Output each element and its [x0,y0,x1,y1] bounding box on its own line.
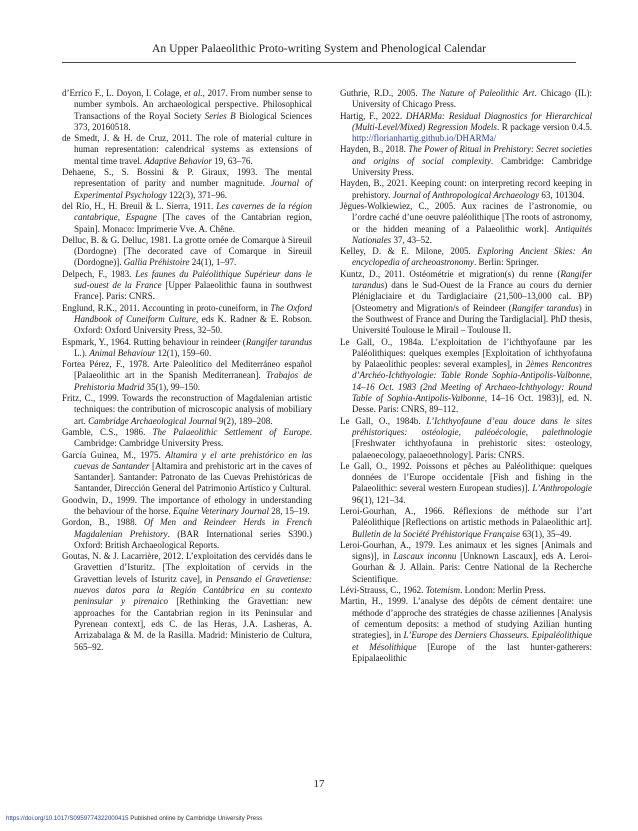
reference-entry: Le Gall, O., 1992. Poissons et pêches au Paléolithique: quelques données de l’Europe occidentale [Fish and fishing in the Palaeolithic: several western European studies)]. L’Anthropologie 96(1), 121–34. [340,460,592,505]
reference-url-link[interactable]: http://florianhartig.github.io/DHARMa/ [352,133,497,144]
reference-entry: García Guinea, M., 1975. Altamira y el arte prehistórico en las cuevas de Santander [Altamira and prehistoric art in the caves of Santander]. Santander: Patronato de las Cuevas Prehistóricas de Santander, Dirección General del Patrimonio Artístico y Cultural. [62,449,312,494]
doi-link[interactable]: https://doi.org/10.1017/S0959774322000415 [6,815,129,822]
reference-entry: Le Gall, O., 1984b. L’Ichthyofaune d’eau douce dans le sites préhistoriques: ostéologie, paléoécologie, palethnologie [Freshwater ichthyofauna in prehistoric sites: osteology, palaeoecology, palaeoethnology]. Paris: CNRS. [340,415,592,460]
header-rule [62,62,576,63]
reference-entry: Hartig, F., 2022. DHARMa: Residual Diagnostics for Hierarchical (Multi-Level/Mixed) Regression Models. R package version 0.4.5. http://florianhartig.github.io/DHARMa/ [340,110,593,144]
reference-entry: Fritz, C., 1999. Towards the reconstruction of Magdalenian artistic techniques: the contribution of microscopic analysis of mobiliary art. Cambridge Archaeological Journal 9(2), 189–208. [62,393,312,426]
reference-entry: Dehaene, S., S. Bossini & P. Giraux, 1993. The mental representation of parity and number magnitude. Journal of Experimental Psychology 122(3), 371–96. [62,167,312,200]
reference-entry: Hayden, B., 2021. Keeping count: on interpreting record keeping in prehistory. Journal of Anthropological Archaeology 63, 101304. [340,178,592,200]
reference-entry: Le Gall, O., 1984a. L’exploitation de l’ichthyofaune par les Paléolithiques: quelques exemples [Exploitation of ichthyofauna by Palaeolithic peoples: several examples], in 2èmes Rencontres d’Archéo-Ichthyologie: Table Ronde Sophia-Antipolis-Valbonne, 14–16 Oct. 1983 (2nd Meeting of Archaeo-Ichthyology: Round Table of Sophia-Antipolis-Valbonne, 14–16 Oct. 1983)], ed. N. Desse. Paris: CNRS, 89–112. [340,336,592,415]
right-reference-column [340,88,592,664]
reference-entry: Delluc, B. & G. Delluc, 1981. La grotte ornée de Comarque à Sireuil (Dordogne) [The decorated cave of Comarque in Sireuil (Dordogne)]. Gallia Préhistoire 24(1), 1–97. [62,234,312,268]
running-header: An Upper Palaeolithic Proto-writing System and Phenological Calendar [152,42,486,55]
reference-entry: de Smedt, J. & H. de Cruz, 2011. The role of material culture in human representation: calendrical systems as extensions of mental time travel. Adaptive Behavior 19, 63–76. [62,133,312,166]
reference-entry: Martin, H., 1999. L’analyse des dépôts de cément dentaire: une méthode d’approche des stratégies de chasse aziliennes [Analysis of cementum deposits: a method of studying Azilian hunting strategies], in L’Europe des Derniers Chasseurs. Epipaléolithique et Mésolithique [Europe of the last hunter-gatherers: Epipalaeolithic [340,596,592,663]
reference-entry: Kelley, D. & E. Milone, 2005. Exploring Ancient Skies: An encyclopedia of archeoastronomy. Berlin: Springer. [340,246,592,268]
reference-entry: del Río, H., H. Breuil & L. Sierra, 1911. Les cavernes de la région cantabrique, Espagne [The caves of the Cantabrian region, Spain]. Monaco: Imprimerie Vve. A. Chêne. [62,200,312,234]
reference-entry: Jègues-Wolkiewiez, C., 2005. Aux racines de l’astronomie, ou l’ordre caché d’une oeuvre paléolithique [The roots of astronomy, or the hidden meaning of a Palaeolithic work]. Antiquités Nationales 37, 43–52. [340,200,592,245]
reference-entry: Leroi-Gourhan, A., 1979. Les animaux et les signes [Animals and signs)], in Lascaux inconnu [Unknown Lascaux], eds A. Leroi-Gourhan & J. Allain. Paris: Centre National de la Recherche Scientifique. [340,539,593,584]
published-note: Published online by Cambridge University Press [128,815,263,822]
reference-entry: Goutas, N. & J. Lacarrière, 2012. L’exploitation des cervidés dans le Gravettien d’Isturitz. [The exploitation of cervids in the Gravettian levels of Isturitz cave], in Pensando el Gravetiense: nuevos datos para la Región Cantábrica en su contexto peninsular y pirenaico [Rethinking the Gravettian: new approaches for the Cantabrian region in its Peninsular and Pyrenean context], eds C. de las Heras, J.A. Lasheras, A. Arrizabalaga & M. de la Rasilla. Madrid: Ministerio de Cultura, 565–92. [62,551,313,652]
reference-entry: Kuntz, D., 2011. Ostéométrie et migration(s) du renne (Rangifer tarandus) dans le Sud-Ouest de la France au cours du dernier Pléniglaciaire et du Tardiglaciaire (21,500–13,000 cal. BP) [Osteometry and Migration/s of Reindeer (Rangifer tarandus) in the Southwest of France and During the Tardiglacial]. PhD thesis, Université Toulouse le Mirail – Toulouse II. [340,268,593,336]
left-reference-column [62,88,312,653]
reference-entry: Fortea Pérez, F., 1978. Arte Paleolítico del Mediterráneo español [Palaeolithic art in the Spanish Mediterranean]. Trabajos de Prehistoria Madrid 35(1), 99–150. [62,359,312,392]
reference-entry: Delpech, F., 1983. Les faunes du Paléolithique Supérieur dans le sud-ouest de la France [Upper Palaeolithic fauna in southwest France]. Paris: CNRS. [62,268,312,302]
reference-entry: Espmark, Y., 1964. Rutting behaviour in reindeer (Rangifer tarandus L.). Animal Behaviour 12(1), 159–60. [62,336,312,358]
page-number: 17 [313,778,325,790]
reference-entry: Gamble, C.S., 1986. The Palaeolithic Settlement of Europe. Cambridge: Cambridge University Press. [62,426,312,449]
reference-entry: d’Errico F., L. Doyon, I. Colage, et al., 2017. From number sense to number symbols. An archaeological perspective. Philosophical Transactions of the Royal Society Series B Biological Sciences 373, 20160518. [62,88,312,132]
reference-entry: Guthrie, R.D., 2005. The Nature of Paleolithic Art. Chicago (IL): University of Chicago Press. [340,88,593,110]
reference-entry: Gordon, B., 1988. Of Men and Reindeer Herds in French Magdalenian Prehistory. (BAR International series S390.) Oxford: British Archaeological Reports. [62,517,312,550]
reference-entry: Leroi-Gourhan, A., 1966. Réflexions de méthode sur l’art Paléolithique [Reflections on artistic methods in Palaeolithic art]. Bulletin de la Société Préhistorique Française 63(1), 35–49. [340,505,592,539]
reference-entry: Englund, R.K., 2011. Accounting in proto-cuneiform, in The Oxford Handbook of Cuneiform Culture, eds K. Radner & E. Robson. Oxford: Oxford University Press, 32–50. [62,302,313,336]
reference-entry: Goodwin, D., 1999. The importance of ethology in understanding the behaviour of the horse. Equine Veterinary Journal 28, 15–19. [62,494,312,516]
reference-entry: Lévi-Strauss, C., 1962. Totemism. London: Merlin Press. [340,585,546,596]
page-footer [6,815,262,822]
reference-entry: Hayden, B., 2018. The Power of Ritual in Prehistory: Secret societies and origins of social complexity. Cambridge: Cambridge University Press. [340,144,592,178]
